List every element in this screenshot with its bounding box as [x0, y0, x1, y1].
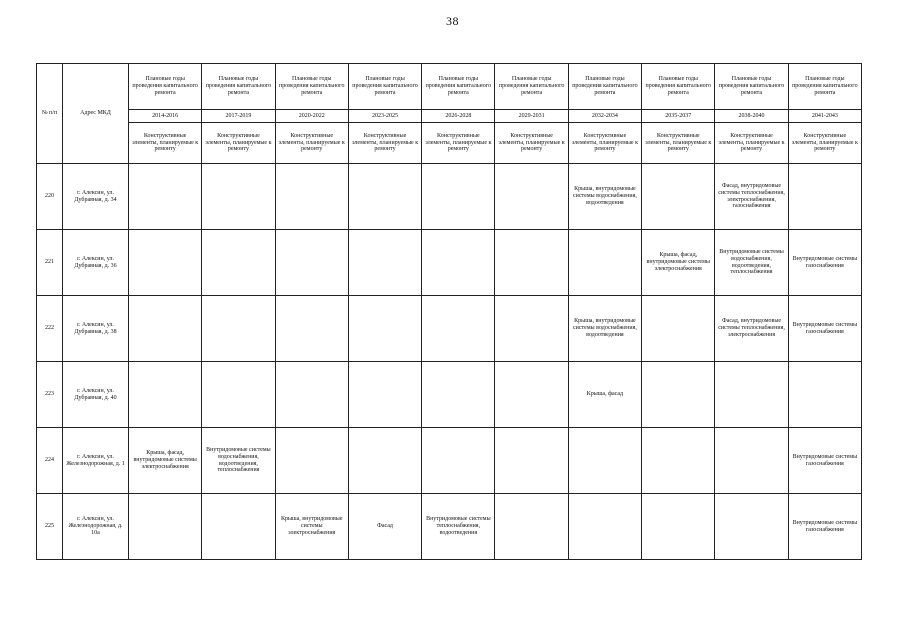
period-years: 2023-2025 — [348, 110, 421, 123]
period-subtitle: Конструктивные элементы, планируемые к ремонту — [642, 123, 715, 164]
table-cell — [642, 362, 715, 428]
table-cell — [642, 428, 715, 494]
period-years: 2020-2022 — [275, 110, 348, 123]
period-title: Плановые годы проведения капитального ремонта — [422, 64, 495, 110]
table-cell — [129, 296, 202, 362]
table-cell — [422, 428, 495, 494]
table-cell — [422, 164, 495, 230]
repair-plan-table — [36, 63, 862, 560]
table-cell — [495, 164, 568, 230]
table-row — [37, 296, 862, 362]
table-cell — [275, 230, 348, 296]
period-years: 2035-2037 — [642, 110, 715, 123]
period-years: 2029-2031 — [495, 110, 568, 123]
period-subtitle: Конструктивные элементы, планируемые к ремонту — [275, 123, 348, 164]
row-number: 225 — [37, 494, 63, 560]
table-cell — [348, 296, 421, 362]
table-cell: Внутридомовые системы теплоснабжения, водоотведения — [422, 494, 495, 560]
table-cell: Внутридомовые системы водоснабжения, водоотведения, теплоснабжения — [202, 428, 275, 494]
table-cell — [348, 164, 421, 230]
column-header-number: № п/п — [37, 64, 63, 164]
period-years: 2041-2043 — [788, 110, 861, 123]
table-row — [37, 494, 862, 560]
table-cell: Крыша, внутридомовые системы водоснабжения, водоотведения — [568, 296, 641, 362]
table-row — [37, 164, 862, 230]
table-cell — [422, 296, 495, 362]
row-address: г. Алексин, ул. Железнодорожная, д. 10а — [63, 494, 129, 560]
table-cell: Внутридомовые системы газоснабжения — [788, 296, 861, 362]
table-cell: Крыша, фасад, внутридомовые системы электроснабжения — [129, 428, 202, 494]
table-cell — [275, 362, 348, 428]
period-years: 2038-2040 — [715, 110, 788, 123]
row-number: 223 — [37, 362, 63, 428]
period-title: Плановые годы проведения капитального ремонта — [788, 64, 861, 110]
column-header-address: Адрес МКД — [63, 64, 129, 164]
period-years: 2032-2034 — [568, 110, 641, 123]
table-cell — [495, 362, 568, 428]
period-title: Плановые годы проведения капитального ремонта — [715, 64, 788, 110]
table-cell: Фасад, внутридомовые системы теплоснабжения, электроснабжения — [715, 296, 788, 362]
period-title: Плановые годы проведения капитального ремонта — [348, 64, 421, 110]
period-title: Плановые годы проведения капитального ремонта — [129, 64, 202, 110]
table-cell — [129, 362, 202, 428]
table-cell: Внутридомовые системы газоснабжения — [788, 230, 861, 296]
table-cell: Крыша, внутридомовые системы водоснабжения, водоотведения — [568, 164, 641, 230]
table-cell — [715, 428, 788, 494]
period-subtitle: Конструктивные элементы, планируемые к ремонту — [129, 123, 202, 164]
row-number: 222 — [37, 296, 63, 362]
period-subtitle: Конструктивные элементы, планируемые к ремонту — [715, 123, 788, 164]
table-cell — [275, 296, 348, 362]
table-cell — [788, 164, 861, 230]
table-cell — [275, 164, 348, 230]
period-title: Плановые годы проведения капитального ремонта — [275, 64, 348, 110]
table-cell: Крыша, внутридомовые системы электроснабжения — [275, 494, 348, 560]
row-number: 224 — [37, 428, 63, 494]
table-cell: Внутридомовые системы водоснабжения, водоотведения, теплоснабжения — [715, 230, 788, 296]
header-row-subtitles — [37, 123, 862, 164]
table-cell — [202, 164, 275, 230]
row-address: г. Алексин, ул. Дубравная, д. 36 — [63, 230, 129, 296]
table-cell — [568, 494, 641, 560]
table-row — [37, 428, 862, 494]
table-cell — [495, 428, 568, 494]
row-number: 221 — [37, 230, 63, 296]
header-row-years — [37, 110, 862, 123]
period-subtitle: Конструктивные элементы, планируемые к ремонту — [788, 123, 861, 164]
row-address: г. Алексин, ул. Дубравная, д. 40 — [63, 362, 129, 428]
table-cell — [348, 230, 421, 296]
table-cell — [422, 362, 495, 428]
period-title: Плановые годы проведения капитального ремонта — [642, 64, 715, 110]
page-number: 38 — [446, 14, 459, 28]
table-cell: Фасад, внутридомовые системы теплоснабжения, электроснабжения, газоснабжения — [715, 164, 788, 230]
table-cell: Крыша, фасад, внутридомовые системы электроснабжения — [642, 230, 715, 296]
table-cell — [715, 494, 788, 560]
table-cell — [495, 230, 568, 296]
table-cell — [202, 296, 275, 362]
table-cell — [422, 230, 495, 296]
table-cell — [642, 164, 715, 230]
header-row-titles — [37, 64, 862, 110]
table-cell — [642, 296, 715, 362]
table-row — [37, 230, 862, 296]
table-row — [37, 362, 862, 428]
period-subtitle: Конструктивные элементы, планируемые к ремонту — [495, 123, 568, 164]
period-years: 2026-2028 — [422, 110, 495, 123]
table-cell — [642, 494, 715, 560]
period-years: 2017-2019 — [202, 110, 275, 123]
table-cell: Внутридомовые системы газоснабжения — [788, 428, 861, 494]
table-cell: Крыша, фасад — [568, 362, 641, 428]
table-cell — [202, 362, 275, 428]
table-cell — [568, 230, 641, 296]
table-cell — [275, 428, 348, 494]
period-subtitle: Конструктивные элементы, планируемые к ремонту — [348, 123, 421, 164]
period-years: 2014-2016 — [129, 110, 202, 123]
row-address: г. Алексин, ул. Дубравная, д. 34 — [63, 164, 129, 230]
table-cell: Фасад — [348, 494, 421, 560]
table-cell — [788, 362, 861, 428]
table-cell — [202, 230, 275, 296]
period-subtitle: Конструктивные элементы, планируемые к ремонту — [202, 123, 275, 164]
table-cell — [495, 296, 568, 362]
table-cell — [348, 428, 421, 494]
table-cell — [129, 230, 202, 296]
table-cell — [202, 494, 275, 560]
table-cell — [568, 428, 641, 494]
table-cell — [129, 494, 202, 560]
table-cell — [715, 362, 788, 428]
row-address: г. Алексин, ул. Дубравная, д. 38 — [63, 296, 129, 362]
period-subtitle: Конструктивные элементы, планируемые к ремонту — [422, 123, 495, 164]
period-title: Плановые годы проведения капитального ремонта — [568, 64, 641, 110]
table-cell: Внутридомовые системы газоснабжения — [788, 494, 861, 560]
period-title: Плановые годы проведения капитального ремонта — [202, 64, 275, 110]
table-cell — [495, 494, 568, 560]
row-number: 220 — [37, 164, 63, 230]
period-subtitle: Конструктивные элементы, планируемые к ремонту — [568, 123, 641, 164]
row-address: г. Алексин, ул. Железнодорожная, д. 1 — [63, 428, 129, 494]
period-title: Плановые годы проведения капитального ремонта — [495, 64, 568, 110]
table-cell — [129, 164, 202, 230]
table-cell — [348, 362, 421, 428]
